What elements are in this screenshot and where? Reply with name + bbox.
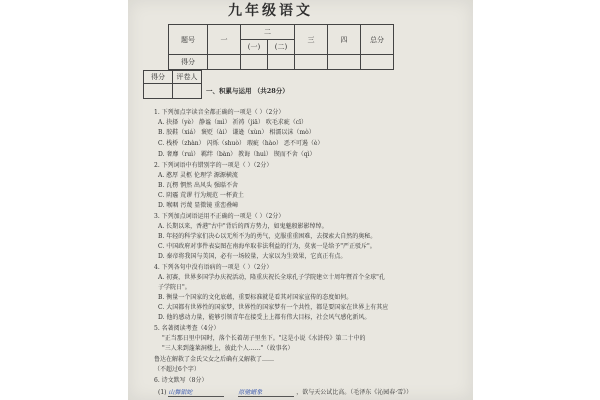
section-heading: 一、积累与运用 （共28分） xyxy=(206,87,289,95)
option-d: D. 奢靡（ruì） 羁绊（bàn） 教诲（huì） 锲而不舍（qì） xyxy=(158,151,316,158)
score-table-cell: 四 xyxy=(328,25,361,55)
option-b: B. 瓦楞 惘然 出风头 强聒不舍 xyxy=(158,182,238,189)
question-text-line: "三人来到蓬莱洞楼上，彼此个人……"（故事名） xyxy=(162,345,294,352)
question-stem: 4. 下列各句中没有语病的一项是（ ）（2分） xyxy=(154,264,273,271)
score-blank-cell xyxy=(295,55,328,70)
grader-blank-cell xyxy=(173,84,202,99)
score-blank-cell xyxy=(328,55,361,70)
option-c: C. 阴霾 荒谬 行为规范 一杯黄土 xyxy=(158,192,244,199)
score-table-cell: 二 xyxy=(241,25,295,40)
option-a: A. 初赛，世界多国学办庆祝活动，隆重庆祝长全球孔子学院建立十周年暨首个全球"孔 xyxy=(158,274,385,281)
item-number: (1) xyxy=(158,389,167,396)
exam-paper xyxy=(128,0,473,400)
grader-name-label: 评卷人 xyxy=(173,71,202,84)
option-a-continued: 子学院日"。 xyxy=(158,284,191,291)
option-c: C. 栈桥（zhàn） 闪烁（shuò） 瑕疵（hào） 恶不可遏（è） xyxy=(158,140,324,147)
option-b: B. 胶鞋（xiá） 褒贬（ài） 谦逊（xùn） 相濡以沫（mò） xyxy=(158,129,315,136)
score-table-cell: 总分 xyxy=(361,25,394,55)
option-d: D. 秦帝将我国与美国，必有一场较量，大家以为生效果，它真正有点。 xyxy=(158,253,347,260)
score-table-header-row xyxy=(169,25,394,40)
question-stem: 1. 下列加点字读音全都正确的一项是（ ）（2分） xyxy=(154,109,285,116)
question-stem: 2. 下列词语中有错别字的一项是（ ）（2分） xyxy=(154,162,273,169)
score-blank-cell xyxy=(208,55,241,70)
page-title: 九年级语文 xyxy=(228,3,313,19)
question-text-line: 鲁达在解救了金氏父女之后确有义解救了…… xyxy=(154,356,275,363)
score-table-cell: (二) xyxy=(268,40,295,55)
option-d: D. 他的感动力量，能够引领青年在接受上上都有伟大目标，社会风气感化新风。 xyxy=(158,314,371,321)
score-blank-cell xyxy=(241,55,268,70)
answer-line xyxy=(158,387,412,397)
option-b: B. 衡量一个国家的文化底蕴，重要标准就是看其对国家宣传的态度如何。 xyxy=(158,294,353,301)
option-d: D. 喉咽 污蔑 显微镜 重峦叠嶂 xyxy=(158,202,239,209)
poem-line-tail: ，欲与天公试比高。（毛泽东《沁园春·雪》） xyxy=(296,389,413,396)
question-stem: 3. 下列加点词语运用不正确的一项是（ ）（2分） xyxy=(154,213,285,220)
grader-box xyxy=(143,70,202,99)
score-table-cell: 一 xyxy=(208,25,241,55)
question-stem: 6. 诗文默写（8分） xyxy=(154,377,208,384)
option-a: A. 憨厚 灵柩 伦理学 源源横流 xyxy=(158,172,238,179)
option-b: B. 年轻的科学家们决心以无所不为的勇气，克服重重困难，去探索大自然的奥秘。 xyxy=(158,233,377,240)
score-table-cell: (一) xyxy=(241,40,268,55)
option-a: A. 长期以来，香港"古中"背后的西方势力，如鬼魅般影影绰绰。 xyxy=(158,223,328,230)
score-blank-cell xyxy=(361,55,394,70)
option-c: C. 中国政府对事件表妄图在南海牟取非法利益的行为，莫衷一是给予"严正驳斥"。 xyxy=(158,243,376,250)
handwritten-answer: 原驰蜡象 xyxy=(238,387,294,397)
handwritten-answer: 山舞银蛇 xyxy=(168,387,224,397)
question-text-line: "正当那日里中国时，落个长着胡子里坐下。"这是小说《水浒传》第二十中的 xyxy=(162,335,366,342)
grader-score-label: 得分 xyxy=(144,71,173,84)
score-table-cell: 三 xyxy=(295,25,328,55)
question-text-line: （不超过6个字） xyxy=(154,366,200,373)
score-blank-cell xyxy=(268,55,295,70)
grader-blank-cell xyxy=(144,84,173,99)
score-table-score-row xyxy=(169,55,394,70)
option-a: A. 抉择（yè） 静谧（mì） 祈祷（jiā） 吹毛求疵（cī） xyxy=(158,119,308,126)
question-stem: 5. 名著阅读考查（4分） xyxy=(154,325,220,332)
score-table-cell: 得分 xyxy=(169,55,208,70)
score-table xyxy=(168,24,394,70)
score-table-cell: 题号 xyxy=(169,25,208,55)
option-c: C. 大国都有世界性的国家梦，世界性的国家梦有一个共性，都是要国家在世界上有其应 xyxy=(158,304,389,311)
